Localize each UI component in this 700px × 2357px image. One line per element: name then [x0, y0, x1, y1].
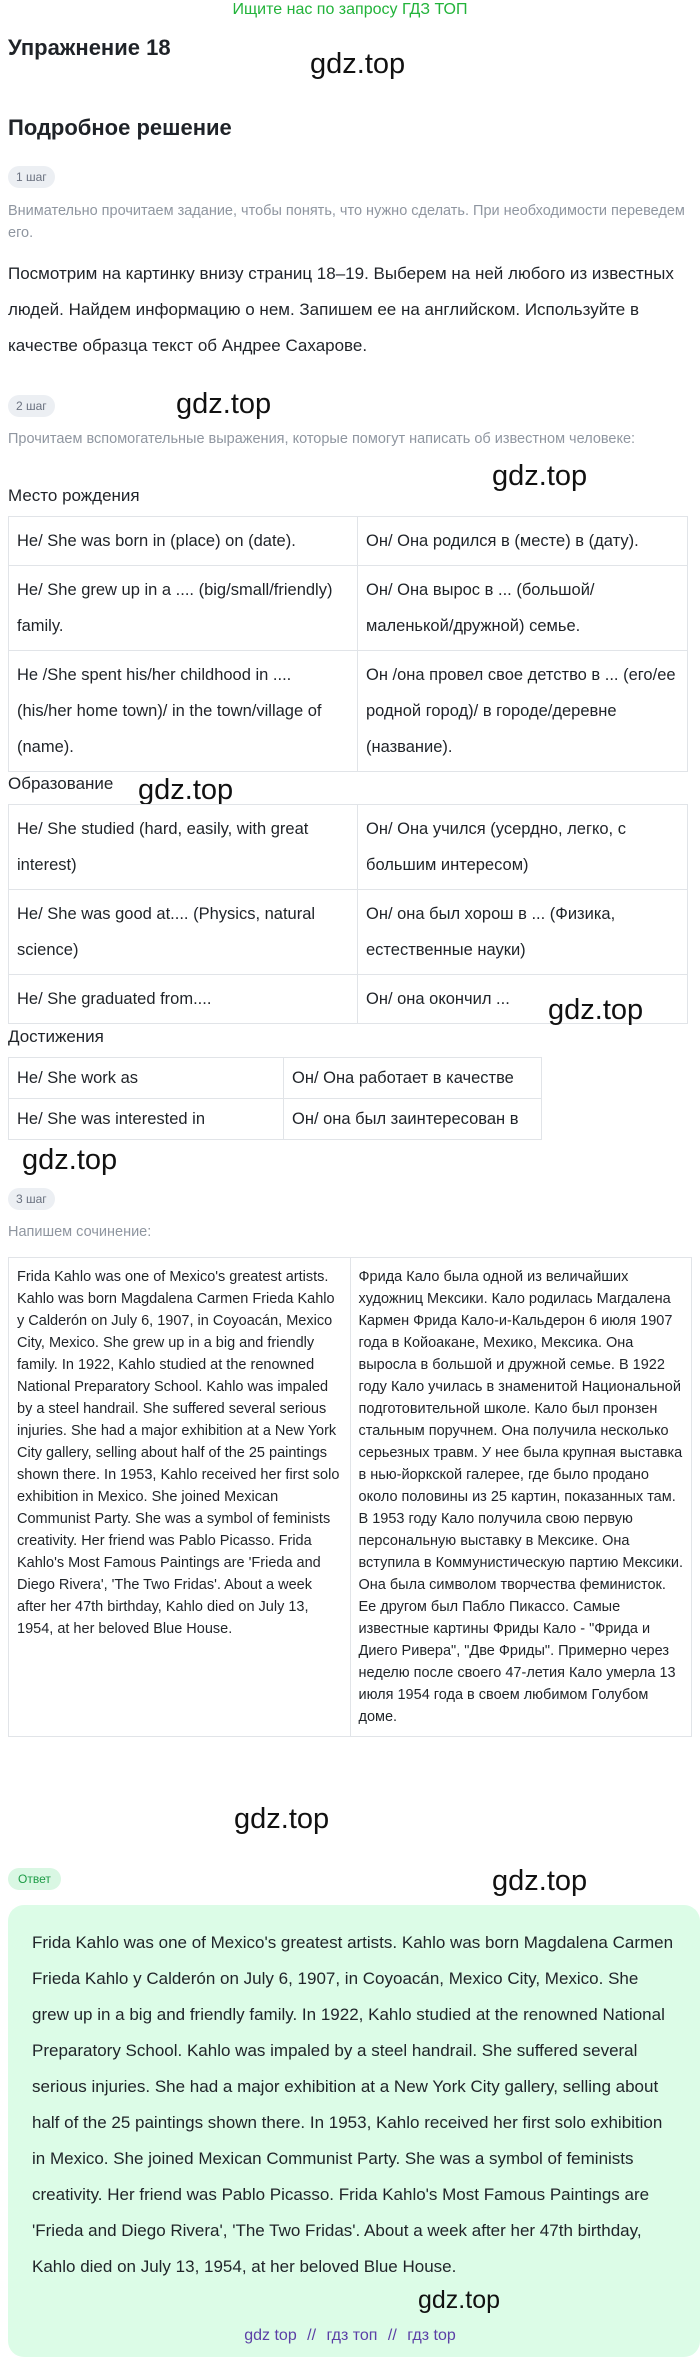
watermark: gdz.top: [234, 1803, 330, 1835]
watermark: gdz.top: [548, 994, 644, 1026]
essay-english: Frida Kahlo was one of Mexico's greatest artists. Kahlo was born Magdalena Carmen Frieda Kahlo y Calderón on July 6, 1907, in Coyoacán, Mexico City, Mexico. She grew up in a big and friendly family. In 1922, Kahlo studied at the renowned National Preparatory School. Kahlo was impaled by a steel handrail. She suffered several serious injuries. She had a major exhibition at a New York City gallery, selling about half of the 25 paintings shown there. In 1953, Kahlo received her first solo exhibition in Mexico. She joined Mexican Communist Party. She was a symbol of feminists creativity. Her friend was Pablo Picasso. Frida Kahlo's Most Famous Paintings are 'Frieda and Diego Rivera', 'The Two Fridas'. About a week after her 47th birthday, Kahlo died on July 13, 1954, at her beloved Blue House.: [9, 1258, 351, 1737]
step-badge-3: 3 шаг: [8, 1188, 55, 1210]
footer-separator: //: [387, 2327, 397, 2344]
section-title-achievements: Достижения: [8, 1027, 104, 1046]
vocab-table-achievements: [8, 1057, 542, 1140]
table-cell-ru: Он/ Она вырос в ... (большой/ маленькой/дружной) семье.: [358, 566, 688, 651]
answer-box: Frida Kahlo was one of Mexico's greatest artists. Kahlo was born Magdalena Carmen Frieda Kahlo y Calderón on July 6, 1907, in Coyoacán, Mexico City, Mexico. She grew up in a big and friendly family. In 1922, Kahlo studied at the renowned National Preparatory School. Kahlo was impaled by a steel handrail. She suffered several serious injuries. She had a major exhibition at a New York City gallery, selling about half of the 25 paintings shown there. In 1953, Kahlo received her first solo exhibition in Mexico. She joined Mexican Communist Party. She was a symbol of feminists creativity. Her friend was Pablo Picasso. Frida Kahlo's Most Famous Paintings are 'Frieda and Diego Rivera', 'The Two Fridas'. About a week after her 47th birthday, Kahlo died on July 13, 1954, at her beloved Blue House.: [8, 1905, 700, 2357]
essay-russian: Фрида Кало была одной из величайших художниц Мексики. Кало родилась Магдалена Кармен Фрида Кало-и-Кальдерон 6 июля 1907 года в Койоакане, Мехико, Мексика. Она выросла в большой и дружной семье. В 1922 году Кало училась в знаменитой Национальной подготовительной школе. Кало был пронзен стальным поручнем. Она получила несколько серьезных травм. У нее была крупная выставка в нью-йоркской галерее, где было продано около половины из 25 картин, показанных там. В 1953 году Кало получила свою первую персональную выставку в Мексике. Она вступила в Коммунистическую партию Мексики. Она была символом творчества феминисток. Ее другом был Пабло Пикассо. Самые известные картины Фриды Кало - "Фрида и Диего Ривера", "Две Фриды". Примерно через неделю после своего 47-летия Кало умерла 13 июля 1954 года в своем любимом Голубом доме.: [350, 1258, 692, 1737]
watermark: gdz.top: [492, 460, 588, 492]
watermark: gdz.top: [310, 48, 406, 80]
watermark: gdz.top: [138, 774, 234, 806]
table-row: [9, 805, 688, 890]
step-1-text: Посмотрим на картинку внизу страниц 18–19. Выберем на ней любого из известных людей. Найдем информацию о нем. Запишем ее на английском. Используйте в качестве образца текст об Андрее Сахарове.: [8, 264, 674, 355]
watermark: gdz.top: [418, 2286, 501, 2314]
table-cell-ru: Он/ Она родился в (месте) в (дату).: [358, 517, 688, 566]
footer-separator: //: [307, 2327, 317, 2344]
footer-links: [0, 2327, 700, 2345]
table-row: [9, 1058, 542, 1099]
footer-link[interactable]: gdz top: [244, 2327, 297, 2344]
table-cell-en: He/ She work as: [9, 1058, 284, 1099]
watermark: gdz.top: [22, 1144, 118, 1176]
table-cell-en: He/ She graduated from....: [9, 975, 358, 1024]
table-cell-ru: Он/ она окончил ...: [358, 975, 688, 1024]
table-row: [9, 1099, 542, 1140]
top-search-banner: Ищите нас по запросу ГДЗ ТОП: [232, 1, 468, 18]
solution-title: Подробное решение: [8, 115, 232, 140]
table-cell-ru: Он/ Она работает в качестве: [284, 1058, 542, 1099]
table-cell-en: He /She spent his/her childhood in .... (his/her home town)/ in the town/village of (name).: [9, 651, 358, 772]
table-cell-en: He/ She was interested in: [9, 1099, 284, 1140]
table-row: [9, 566, 688, 651]
table-cell-en: He/ She was good at.... (Physics, natural science): [9, 890, 358, 975]
watermark: gdz.top: [176, 388, 272, 420]
table-cell-ru: Он/ она был хорош в ... (Физика, естественные науки): [358, 890, 688, 975]
essay-table: [8, 1257, 692, 1737]
table-cell-en: He/ She studied (hard, easily, with great interest): [9, 805, 358, 890]
vocab-table-education: [8, 804, 688, 1024]
table-cell-ru: Он /она провел свое детство в ... (его/ее родной город)/ в городе/деревне (название).: [358, 651, 688, 772]
step-badge-1: 1 шаг: [8, 166, 55, 188]
answer-badge: Ответ: [8, 1868, 61, 1890]
table-row: [9, 651, 688, 772]
table-row: [9, 517, 688, 566]
table-cell-en: He/ She was born in (place) on (date).: [9, 517, 358, 566]
table-cell-ru: Он/ Она учился (усердно, легко, с большим интересом): [358, 805, 688, 890]
vocab-table-birthplace: [8, 516, 688, 772]
step-3-note: Напишем сочинение:: [8, 1224, 152, 1240]
exercise-title: Упражнение 18: [8, 35, 171, 60]
footer-link[interactable]: гдз топ: [326, 2327, 378, 2344]
section-title-birthplace: Место рождения: [8, 486, 140, 505]
step-badge-2: 2 шаг: [8, 395, 55, 417]
section-title-education: Образование: [8, 774, 114, 793]
watermark: gdz.top: [492, 1865, 588, 1897]
step-1-note: Внимательно прочитаем задание, чтобы понять, что нужно сделать. При необходимости переведем его.: [8, 203, 685, 241]
table-cell-en: He/ She grew up in a .... (big/small/friendly) family.: [9, 566, 358, 651]
table-row: [9, 890, 688, 975]
table-row: [9, 1258, 692, 1737]
table-cell-ru: Он/ она был заинтересован в: [284, 1099, 542, 1140]
footer-link[interactable]: гдз top: [407, 2327, 456, 2344]
step-2-note: Прочитаем вспомогательные выражения, которые помогут написать об известном человеке:: [8, 431, 636, 447]
